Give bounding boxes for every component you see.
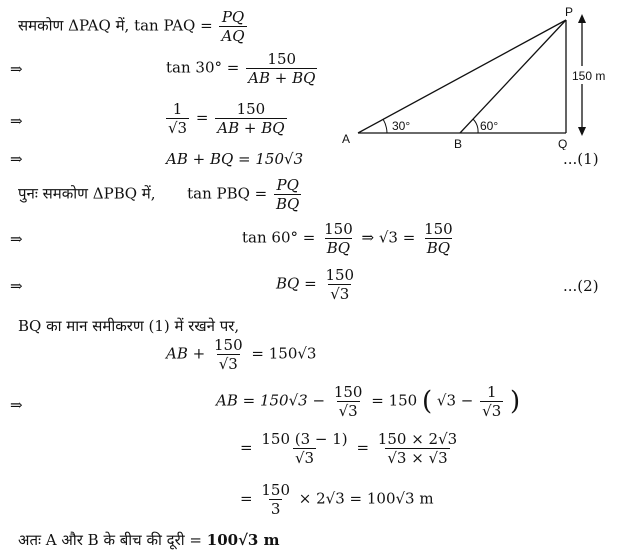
height-label: 150 m xyxy=(572,69,606,83)
equation-tag-1: ...(1) xyxy=(563,150,599,168)
line-5-prefix: पुनः समकोण ΔPBQ में, xyxy=(18,184,156,203)
angle-a-label: 30° xyxy=(392,119,411,133)
numerator: 150 xyxy=(267,50,297,68)
line-9-suffix: = 150√3 xyxy=(251,344,317,363)
line-10-mid: = 150 xyxy=(371,391,418,410)
fraction-150-3 xyxy=(259,481,292,518)
fraction-pq-bq xyxy=(274,176,301,213)
angle-b-label: 60° xyxy=(480,119,499,133)
fraction-150-root3 xyxy=(212,336,245,373)
label-b: B xyxy=(454,137,463,150)
implies-arrow: ⇒ xyxy=(10,396,23,414)
implies-arrow: ⇒ xyxy=(10,277,23,295)
line-5-mid: tan PBQ = xyxy=(187,184,268,203)
label-p: P xyxy=(565,5,574,19)
angle-arc-a xyxy=(383,119,387,133)
implies-arrow: ⇒ xyxy=(10,150,23,168)
line-13 xyxy=(18,530,279,550)
denominator: BQ xyxy=(276,195,300,213)
equals-sign: = xyxy=(356,438,370,457)
denominator: AQ xyxy=(221,27,245,45)
line-9-prefix: AB + xyxy=(166,344,206,363)
fraction-150-3-1 xyxy=(259,430,349,467)
numerator: 150 xyxy=(213,336,243,354)
hypotenuse-ap xyxy=(358,20,566,133)
fraction-pq-aq xyxy=(219,8,246,45)
line-1 xyxy=(18,8,249,45)
denominator: BQ xyxy=(326,239,351,257)
line-12 xyxy=(240,481,434,518)
line-3 xyxy=(164,100,289,137)
denominator: √3 xyxy=(294,449,315,467)
numerator: 150 xyxy=(236,100,266,118)
line-2 xyxy=(166,50,319,87)
line-5 xyxy=(18,176,303,213)
line-11-prefix: = xyxy=(240,438,253,457)
numerator: 150 xyxy=(261,481,290,499)
final-answer: 100√3 m xyxy=(206,531,280,549)
arrowhead-up xyxy=(578,14,586,23)
line-6-mid: ⇒ √3 = xyxy=(361,228,416,247)
numerator: PQ xyxy=(276,176,299,194)
denominator: AB + BQ xyxy=(217,119,285,137)
line-7-prefix: BQ = xyxy=(276,274,317,293)
denominator: √3 xyxy=(338,402,358,420)
line-8: BQ का मान समीकरण (1) में रखने पर, xyxy=(18,317,240,335)
fraction-150-bq xyxy=(322,220,355,257)
denominator: √3 xyxy=(330,285,350,303)
implies-arrow: ⇒ xyxy=(10,112,23,130)
numerator: 150 (3 − 1) xyxy=(261,430,348,448)
line-1-prefix: समकोण ΔPAQ में, tan PAQ = xyxy=(18,16,213,35)
label-q: Q xyxy=(558,137,568,150)
triangle-figure xyxy=(330,0,622,150)
denominator: √3 xyxy=(482,402,502,420)
denominator: √3 × √3 xyxy=(387,449,448,467)
line-6-prefix: tan 60° = xyxy=(242,228,316,247)
numerator: 1 xyxy=(486,383,497,401)
fraction-150-ab-bq xyxy=(246,50,317,87)
implies-arrow: ⇒ xyxy=(10,230,23,248)
fraction-150x2root3 xyxy=(376,430,459,467)
line-11 xyxy=(240,430,461,467)
line-10 xyxy=(216,383,520,420)
fraction-150-root3 xyxy=(323,266,356,303)
line-12-prefix: = xyxy=(240,489,253,508)
angle-arc-b xyxy=(473,119,478,133)
line-12-suffix: × 2√3 = 100√3 m xyxy=(298,489,434,508)
line-9 xyxy=(166,336,316,373)
fraction-150-root3 xyxy=(332,383,365,420)
label-a: A xyxy=(342,132,351,146)
numerator: 150 xyxy=(325,266,355,284)
numerator: 150 xyxy=(424,220,453,238)
fraction-1-root3 xyxy=(166,100,189,137)
equation-tag-2: ...(2) xyxy=(563,277,599,295)
equals-sign: = xyxy=(195,108,209,127)
numerator: 150 xyxy=(324,220,353,238)
line-7 xyxy=(276,266,358,303)
numerator: 150 xyxy=(333,383,363,401)
numerator: PQ xyxy=(221,8,245,26)
implies-arrow: ⇒ xyxy=(10,60,23,78)
line-2-prefix: tan 30° = xyxy=(166,58,240,77)
line-10-prefix: AB = 150√3 − xyxy=(216,391,326,410)
denominator: √3 xyxy=(218,355,238,373)
fraction-150-ab-bq xyxy=(215,100,286,137)
line-4-expression: AB + BQ = 150√3 xyxy=(166,150,304,168)
open-paren: ( xyxy=(421,386,433,417)
fraction-1-root3 xyxy=(480,383,503,420)
conclusion-text: अतः A और B के बीच की दूरी = xyxy=(18,531,202,549)
line-6 xyxy=(242,220,457,257)
numerator: 1 xyxy=(172,100,183,118)
denominator: √3 xyxy=(168,119,188,137)
arrowhead-down xyxy=(578,127,586,136)
fraction-150-bq-2 xyxy=(422,220,455,257)
denominator: BQ xyxy=(426,239,451,257)
denominator: AB + BQ xyxy=(248,69,316,87)
denominator: 3 xyxy=(270,500,281,518)
line-bp xyxy=(460,20,566,133)
close-paren: ) xyxy=(510,386,521,417)
numerator: 150 × 2√3 xyxy=(377,430,458,448)
line-10-inner: √3 − xyxy=(436,391,474,410)
